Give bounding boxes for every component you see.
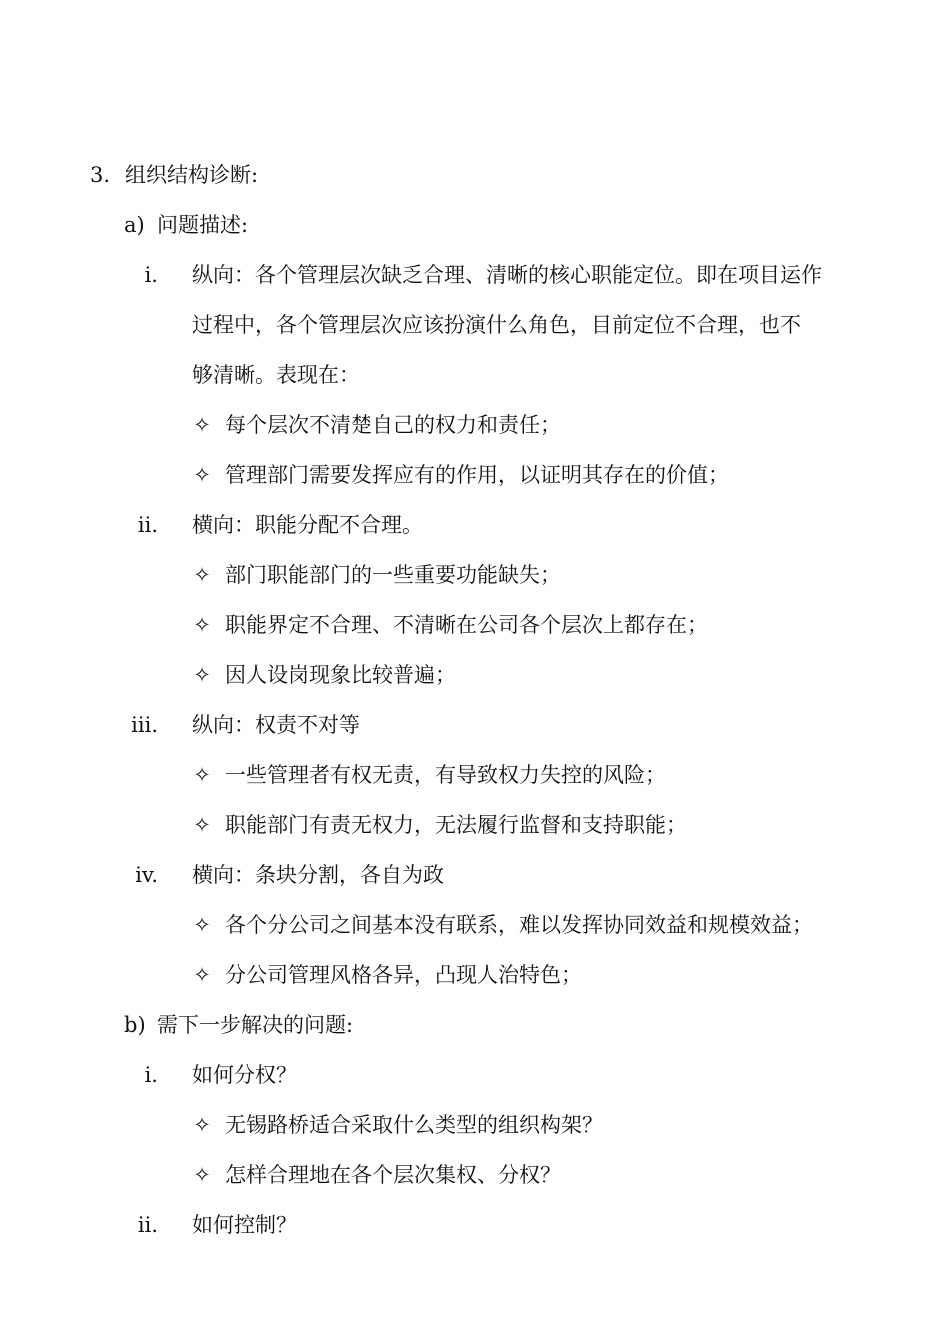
bullet-text: 怎样合理地在各个层次集权、分权？ [225,1163,561,1187]
bullet-icon: ✧ [193,963,211,987]
item-text-line: 纵向：各个管理层次缺乏合理、清晰的核心职能定位。即在项目运作 [192,263,822,287]
subsection-a-title: 问题描述: [157,213,249,237]
subsection-b-title: 需下一步解决的问题: [157,1013,354,1037]
bullet-icon: ✧ [193,1163,211,1187]
subsection-b-marker: b) [124,1013,146,1037]
item-text-line: 纵向：权责不对等 [192,713,360,737]
item-text-line: 如何分权？ [192,1063,297,1087]
item-text-line: 够清晰。表现在： [192,363,360,387]
item-numeral: ii. [137,513,158,537]
section-heading [90,160,259,190]
subsection-a-heading [124,210,249,240]
bullet-text: 各个分公司之间基本没有联系，难以发挥协同效益和规模效益； [225,913,813,937]
item-text-line: 如何控制？ [192,1213,297,1237]
item-numeral: iv. [135,863,158,887]
item-numeral: i. [144,1063,158,1087]
item-numeral: iii. [131,713,158,737]
bullet-text: 每个层次不清楚自己的权力和责任； [225,413,561,437]
item-text-line: 横向：条块分割，各自为政 [192,863,444,887]
bullet-text: 管理部门需要发挥应有的作用，以证明其存在的价值； [225,463,729,487]
subsection-a-marker: a) [124,213,145,237]
bullet-text: 无锡路桥适合采取什么类型的组织构架？ [225,1113,603,1137]
bullet-icon: ✧ [193,563,211,587]
section-number: 3. [90,163,111,187]
bullet-text: 职能界定不合理、不清晰在公司各个层次上都存在； [225,613,708,637]
subsection-b-heading [124,1010,354,1040]
bullet-text: 因人设岗现象比较普遍； [225,663,456,687]
section-title: 组织结构诊断: [125,163,259,187]
bullet-icon: ✧ [193,1113,211,1137]
bullet-icon: ✧ [193,913,211,937]
bullet-text: 分公司管理风格各异，凸现人治特色； [225,963,582,987]
item-numeral: i. [144,263,158,287]
bullet-icon: ✧ [193,463,211,487]
bullet-icon: ✧ [193,663,211,687]
bullet-text: 一些管理者有权无责，有导致权力失控的风险； [225,763,666,787]
bullet-icon: ✧ [193,413,211,437]
item-numeral: ii. [137,1213,158,1237]
item-text-line: 过程中，各个管理层次应该扮演什么角色，目前定位不合理，也不 [192,313,801,337]
item-text-line: 横向：职能分配不合理。 [192,513,423,537]
bullet-icon: ✧ [193,613,211,637]
bullet-icon: ✧ [193,813,211,837]
bullet-text: 职能部门有责无权力，无法履行监督和支持职能； [225,813,687,837]
bullet-text: 部门职能部门的一些重要功能缺失； [225,563,561,587]
bullet-icon: ✧ [193,763,211,787]
